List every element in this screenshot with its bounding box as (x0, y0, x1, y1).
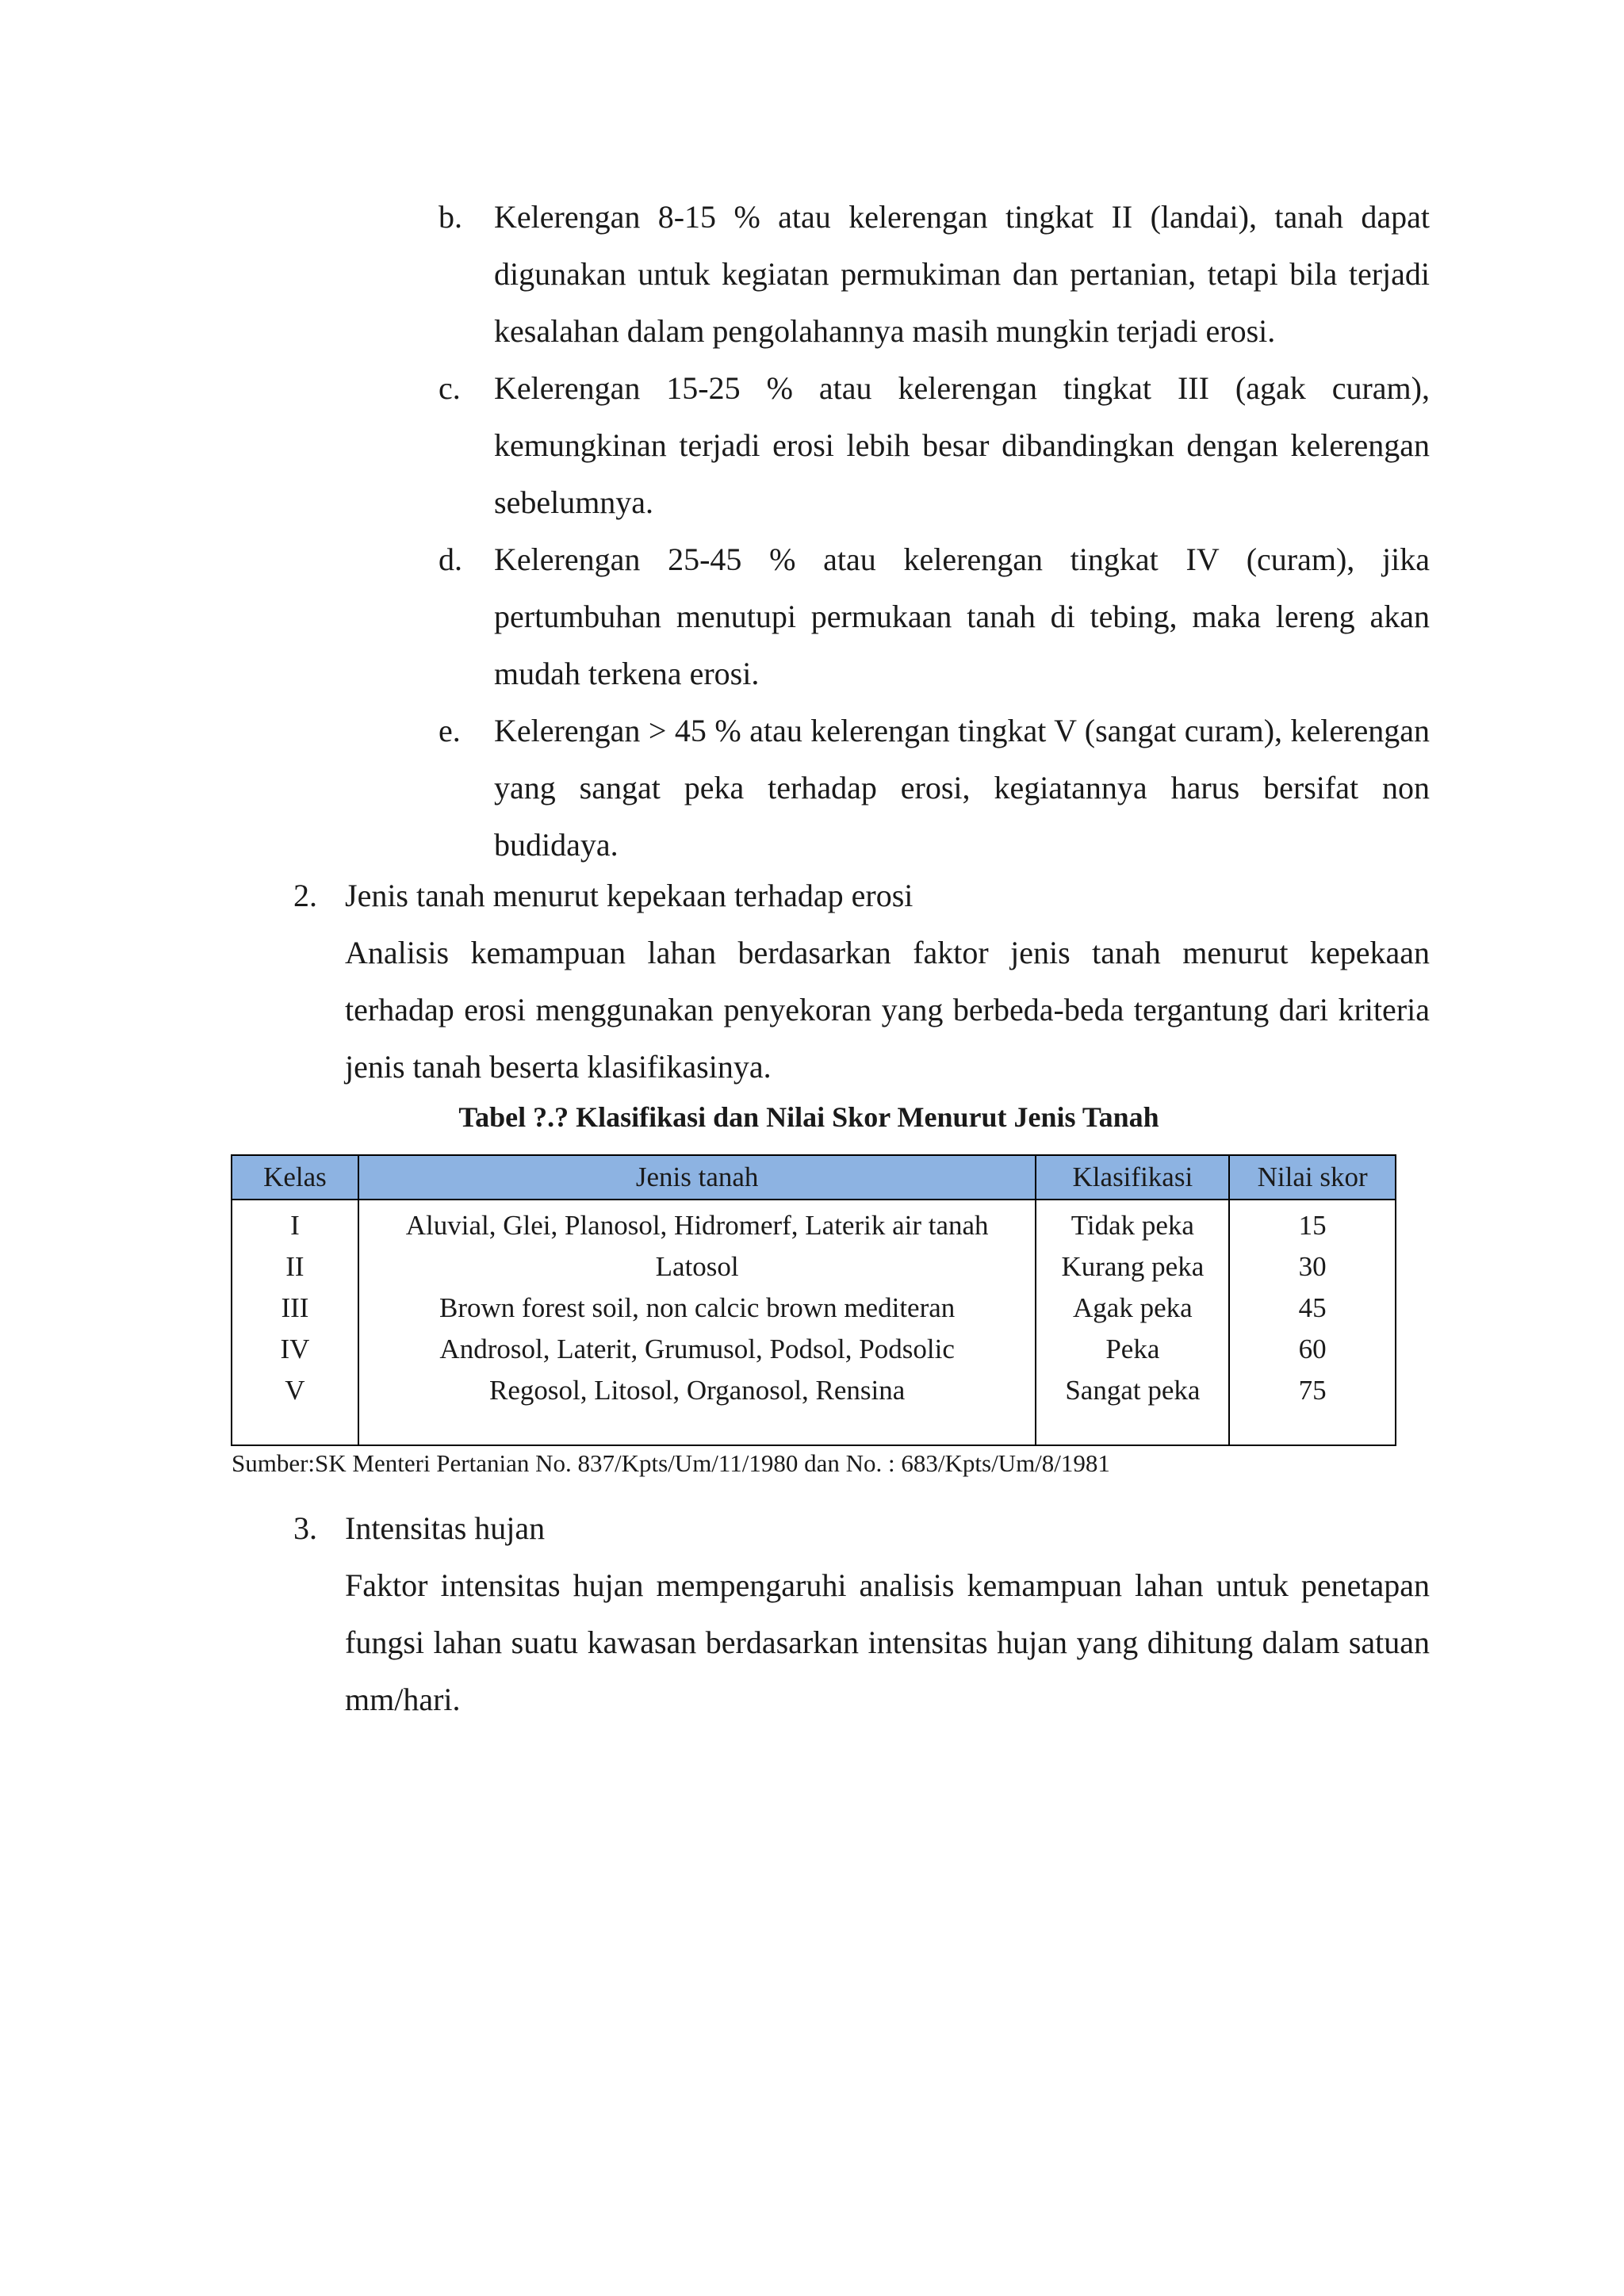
table-cell: Regosol, Litosol, Organosol, Rensina (488, 1375, 906, 1406)
soil-classification-table (231, 1154, 1396, 1446)
table-cell: Androsol, Laterit, Grumusol, Podsol, Podsolic (439, 1334, 955, 1364)
section-soil-type (293, 867, 1430, 1096)
section-heading-text: Jenis tanah menurut kepekaan terhadap erosi (345, 878, 914, 913)
section-heading-text: Intensitas hujan (345, 1510, 546, 1546)
header-nilai-skor: Nilai skor (1229, 1155, 1396, 1200)
list-marker: b. (439, 199, 462, 235)
list-item-text: Kelerengan 8-15 % atau kelerengan tingkat II (landai), tanah dapat digunakan untuk kegiatan permukiman dan pertanian, tetapi bila terjadi kesalahan dalam pengolahannya masih mungkin terjadi erosi. (494, 199, 1430, 349)
table-body (232, 1200, 1396, 1445)
table-cell: Latosol (655, 1251, 739, 1282)
section-rain-intensity (293, 1500, 1430, 1728)
list-item-text: Kelerengan > 45 % atau kelerengan tingkat V (sangat curam), kelerengan yang sangat peka terhadap erosi, kegiatannya harus bersifat non budidaya. (494, 713, 1430, 863)
kelas-column (232, 1200, 358, 1445)
table-cell: II (285, 1251, 304, 1282)
table-cell: 30 (1298, 1251, 1327, 1282)
section-number: 2. (293, 878, 317, 913)
table-cell: 75 (1298, 1375, 1327, 1406)
table-cell: 45 (1298, 1292, 1327, 1323)
table-cell: III (281, 1292, 309, 1323)
header-jenis-tanah: Jenis tanah (358, 1155, 1036, 1200)
list-marker: e. (439, 713, 461, 748)
section-paragraph: Faktor intensitas hujan mempengaruhi analisis kemampuan lahan untuk penetapan fungsi lahan suatu kawasan berdasarkan intensitas hujan yang dihitung dalam satuan mm/hari. (345, 1567, 1430, 1717)
slope-class-list (439, 189, 1430, 874)
table-cell: Brown forest soil, non calcic brown mediteran (439, 1292, 956, 1323)
section-heading (293, 867, 1430, 924)
table-caption: Tabel ?.? Klasifikasi dan Nilai Skor Menurut Jenis Tanah (458, 1101, 1159, 1133)
table-cell: 15 (1298, 1210, 1327, 1241)
list-item (439, 189, 1430, 360)
list-item (439, 702, 1430, 874)
table-cell: Sangat peka (1065, 1375, 1201, 1406)
list-item (439, 360, 1430, 531)
table-cell: I (290, 1210, 300, 1241)
list-item (439, 531, 1430, 702)
table-cell: Kurang peka (1061, 1251, 1205, 1282)
section-number: 3. (293, 1510, 317, 1546)
table-cell: Aluvial, Glei, Planosol, Hidromerf, Laterik air tanah (405, 1210, 989, 1241)
list-item-text: Kelerengan 15-25 % atau kelerengan tingkat III (agak curam), kemungkinan terjadi erosi lebih besar dibandingkan dengan kelerengan sebelumnya. (494, 370, 1430, 520)
list-marker: d. (439, 541, 462, 577)
section-paragraph: Analisis kemampuan lahan berdasarkan faktor jenis tanah menurut kepekaan terhadap erosi menggunakan penyekoran yang berbeda-beda tergantung dari kriteria jenis tanah beserta klasifikasinya. (345, 935, 1430, 1085)
section-heading (293, 1500, 1430, 1557)
klasifikasi-column (1036, 1200, 1229, 1445)
table-header-row (232, 1155, 1396, 1200)
table-cell: V (285, 1375, 305, 1406)
header-klasifikasi: Klasifikasi (1036, 1155, 1229, 1200)
list-marker: c. (439, 370, 461, 406)
skor-column (1229, 1200, 1396, 1445)
jenis-column (358, 1200, 1036, 1445)
table-cell: IV (280, 1334, 310, 1364)
list-item-text: Kelerengan 25-45 % atau kelerengan tingkat IV (curam), jika pertumbuhan menutupi permukaan tanah di tebing, maka lereng akan mudah terkena erosi. (494, 541, 1430, 691)
table-source-note: Sumber:SK Menteri Pertanian No. 837/Kpts/Um/11/1980 dan No. : 683/Kpts/Um/8/1981 (232, 1449, 1110, 1477)
table-cell: Tidak peka (1071, 1210, 1194, 1241)
header-kelas: Kelas (232, 1155, 358, 1200)
table-cell: 60 (1298, 1334, 1327, 1364)
table-cell: Peka (1105, 1334, 1160, 1364)
table-cell: Agak peka (1073, 1292, 1193, 1323)
